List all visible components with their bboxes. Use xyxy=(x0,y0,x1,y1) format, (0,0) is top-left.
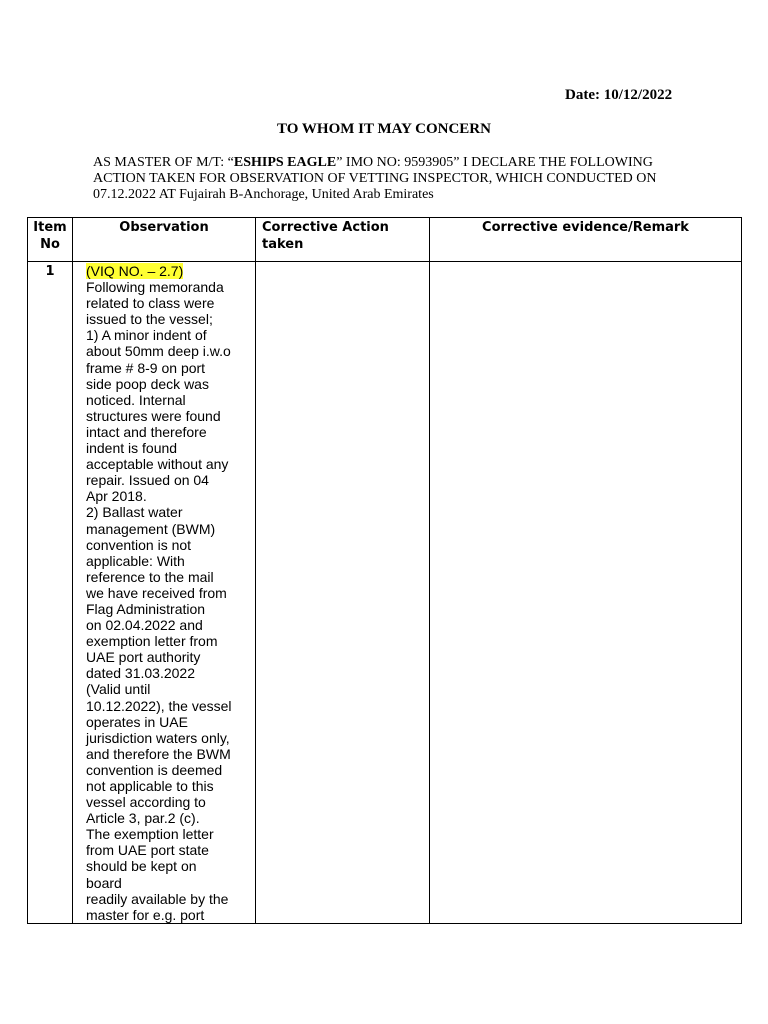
observation-line: not applicable to this xyxy=(86,778,214,794)
observation-line: 1) A minor indent of xyxy=(86,327,207,344)
observation-line: side poop deck was xyxy=(86,375,209,392)
declaration-prefix: AS MASTER OF M/T: “ xyxy=(93,155,234,170)
observation-line: intact and therefore xyxy=(86,423,207,440)
observation-line: Apr 2018. xyxy=(86,488,147,505)
item-number: 1 xyxy=(45,264,55,279)
document-date: Date: 10/12/2022 xyxy=(565,87,673,103)
header-corrective-evidence: Corrective evidence/Remark xyxy=(430,218,742,262)
observation-line: 10.12.2022), the vessel xyxy=(86,697,232,714)
observation-line: on 02.04.2022 and xyxy=(86,617,203,634)
observation-line: dated 31.03.2022 xyxy=(86,665,195,682)
cell-item-no xyxy=(28,262,73,924)
observation-line: should be kept on xyxy=(86,858,197,875)
observation-table xyxy=(27,217,742,924)
declaration-paragraph xyxy=(93,155,693,203)
observation-line: Following memoranda xyxy=(86,279,224,296)
observation-line: 2) Ballast water xyxy=(86,504,183,521)
observation-line: exemption letter from xyxy=(86,633,218,650)
observation-line: management (BWM) xyxy=(86,520,216,537)
observation-line: vessel according to xyxy=(86,794,206,811)
observation-line: frame # 8-9 on port xyxy=(86,359,206,376)
observation-line: from UAE port state xyxy=(86,842,209,859)
observation-line: readily available by the xyxy=(86,890,229,907)
observation-line: board xyxy=(86,874,122,891)
observation-line: jurisdiction waters only, xyxy=(86,729,230,746)
declaration-line-3: 07.12.2022 AT Fujairah B-Anchorage, United Arab Emirates xyxy=(93,187,434,202)
observation-line: issued to the vessel; xyxy=(86,311,213,328)
header-observation: Observation xyxy=(73,218,256,262)
observation-line: structures were found xyxy=(86,407,221,424)
observation-text xyxy=(73,262,255,923)
cell-corrective-evidence xyxy=(430,262,742,924)
observation-line: Flag Administration xyxy=(86,600,206,617)
observation-line: master for e.g. port xyxy=(86,906,205,923)
observation-line: and therefore the BWM xyxy=(86,745,231,762)
observation-line: operates in UAE xyxy=(86,713,188,730)
observation-line: about 50mm deep i.w.o xyxy=(86,343,231,360)
observation-line: repair. Issued on 04 xyxy=(86,472,209,489)
observation-line: related to class were xyxy=(86,295,215,312)
declaration-line-1 xyxy=(93,155,693,171)
table-row xyxy=(28,262,742,924)
header-corrective-action: Corrective Action taken xyxy=(256,218,430,262)
vessel-name: ESHIPS EAGLE xyxy=(233,155,337,170)
document-heading: TO WHOM IT MAY CONCERN xyxy=(277,121,491,137)
viq-reference: (VIQ NO. – 2.7) xyxy=(86,263,184,279)
header-item-no: Item No xyxy=(28,218,73,262)
observation-line: indent is found xyxy=(86,440,178,457)
observation-line: reference to the mail xyxy=(86,568,214,585)
declaration-imo: ” IMO NO: 9593905” I DECLARE THE FOLLOWING xyxy=(336,155,653,170)
observation-line: convention is deemed xyxy=(86,761,223,778)
observation-line: we have received from xyxy=(86,584,227,601)
observation-line: applicable: With xyxy=(86,552,185,569)
observation-line: UAE port authority xyxy=(86,649,201,666)
cell-observation xyxy=(73,262,256,924)
observation-line: Article 3, par.2 (c). xyxy=(86,810,200,827)
observation-line: noticed. Internal xyxy=(86,391,186,408)
declaration-line-2: ACTION TAKEN FOR OBSERVATION OF VETTING INSPECTOR, WHICH CONDUCTED ON xyxy=(93,171,657,186)
observation-line: acceptable without any xyxy=(86,456,229,473)
observation-line: The exemption letter xyxy=(86,826,214,843)
cell-corrective-action xyxy=(256,262,430,924)
table-header-row xyxy=(28,218,742,262)
observation-line: convention is not xyxy=(86,536,192,553)
observation-line: (Valid until xyxy=(86,681,151,698)
